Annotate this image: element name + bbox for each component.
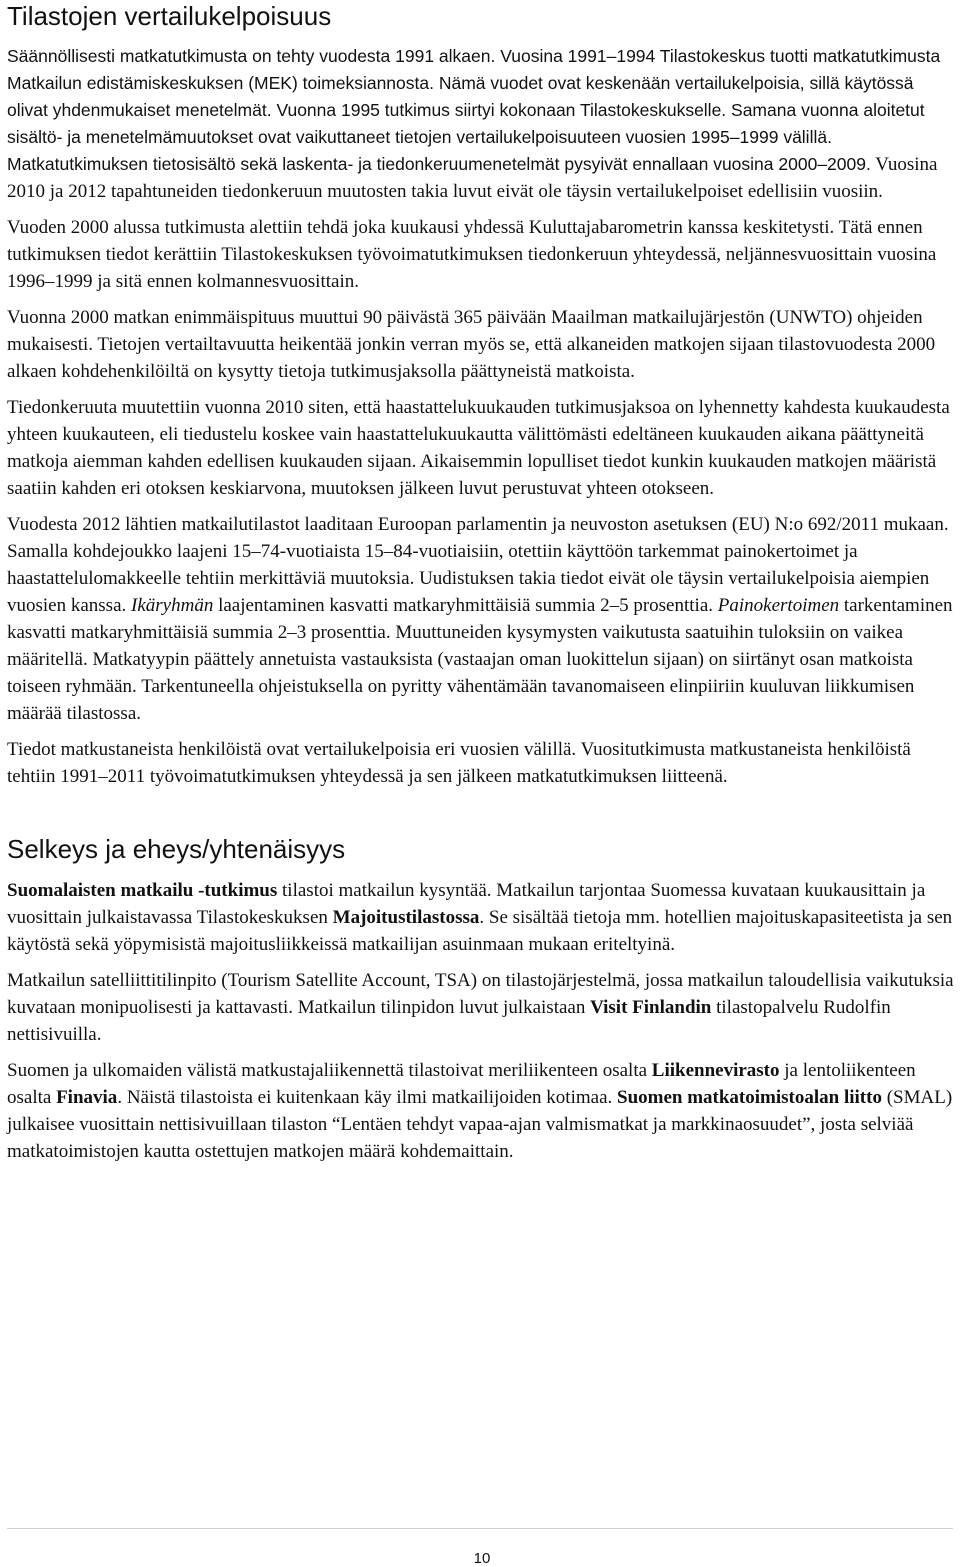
regulation-text-3: tarkentaminen kasvatti matkaryhmittäisiä summia 2–3 prosenttia. Muuttuneiden kysymysten vaikutusta saatuihin tuloksiin on vaikea määritellä. Matkatyypin päättely annetuista vastauksista (vastaajan oman luokittelun sijaan) on siirtänyt osan matkoista toiseen ryhmään. Tarkentuneella ohjeistuksella on pyritty vähentämään tavanomaiseen elinpiiriin kuuluvan liikkumisen määrää tilastossa. <box>7 595 953 724</box>
paragraph-trip-length: Vuonna 2000 matkan enimmäispituus muuttui 90 päivästä 365 päivään Maailman matkailujärjestön (UNWTO) ohjeiden mukaisesti. Tietojen vertailtavuutta heikentää jonkin verran myös se, että alkaneiden matkojen sijaan tilastovuodesta 2000 alkaen kohdehenkilöiltä on kysytty tietoja tutkimusjaksolla päättyneistä matkoista. <box>7 307 936 382</box>
regulation-italic-age-group: Ikäryhmän <box>131 595 214 616</box>
bold-liikennevirasto: Liikennevirasto <box>651 1060 780 1081</box>
bold-accommodation-statistics: Majoitustilastossa <box>332 907 480 928</box>
section-heading-clarity: Selkeys ja eheys/yhtenäisyys <box>7 834 346 864</box>
paragraph-regulation-2012 <box>7 511 956 727</box>
page-number: 10 <box>473 1550 491 1567</box>
bold-visit-finland: Visit Finlandin <box>590 997 712 1018</box>
satellite-account-text-1: Matkailun satelliittitilinpito (Tourism Satellite Account, TSA) on tilastojärjestelmä, jossa matkailun taloudellisia vaikutuksia kuvataan monipuolisesti ja kattavasti. Matkailun tilinpidon luvut julkaistaan <box>7 970 954 1018</box>
passenger-traffic-text-1: Suomen ja ulkomaiden välistä matkustajaliikennettä tilastoivat meriliikenteen osalta <box>7 1060 652 1081</box>
paragraph-travellers: Tiedot matkustaneista henkilöistä ovat vertailukelpoisia eri vuosien välillä. Vuositutkimusta matkustaneista henkilöistä tehtiin 1991–2011 työvoimatutkimuksen yhteydessä ja sen jälkeen matkatutkimuksen liitteenä. <box>7 739 911 787</box>
regulation-text-1: Vuodesta 2012 lähtien matkailutilastot laaditaan Euroopan parlamentin ja neuvoston asetuksen (EU) N:o 692/2011 mukaan. Samalla kohdejoukko laajeni 15–74-vuotiaista 15–84-vuotiaisiin, otettiin käyttöön tarkemmat painokertoimet ja haastattelulomakkeelle tehtiin merkittäviä muutoksia. Uudistuksen takia tiedot eivät ole täysin vertailukelpoisia aiempien vuosien kanssa. <box>7 514 949 616</box>
bold-survey-name: Suomalaisten matkailu -tutkimus <box>7 880 278 901</box>
paragraph-domestic-tourism <box>7 877 956 958</box>
passenger-traffic-text-3: . Näistä tilastoista ei kuitenkaan käy ilmi matkailijoiden kotimaa. <box>117 1087 617 1108</box>
bold-smal: Suomen matkatoimistoalan liitto <box>617 1087 882 1108</box>
bold-finavia: Finavia <box>56 1087 118 1108</box>
section-heading-comparability: Tilastojen vertailukelpoisuus <box>7 1 332 31</box>
regulation-italic-weight: Painokertoimen <box>717 595 840 616</box>
paragraph-satellite-account <box>7 967 956 1048</box>
paragraph-history-serif-text: Vuosina 2010 ja 2012 tapahtuneiden tiedonkeruun muutosten takia luvut eivät ole täysin vertailukelpoiset edellisiin vuosiin. <box>7 154 938 202</box>
domestic-tourism-text-1: tilastoi matkailun kysyntää. Matkailun tarjontaa Suomessa kuvataan kuukausittain ja vuosittain julkaistavassa Tilastokeskuksen <box>7 880 926 928</box>
regulation-text-2: laajentaminen kasvatti matkaryhmittäisiä summia 2–5 prosenttia. <box>213 595 718 616</box>
paragraph-history-sans-text: Säännöllisesti matkatutkimusta on tehty vuodesta 1991 alkaen. Vuosina 1991–1994 Tilastokeskus tuotti matkatutkimusta Matkailun edistämiskeskuksen (MEK) toimeksiannosta. Nämä vuodet ovat keskenään vertailukelpoisia, sillä käytössä olivat yhdenmukaiset menetelmät. Vuonna 1995 tutkimus siirtyi kokonaan Tilastokeskukselle. Samana vuonna aloitetut sisältö- ja menetelmämuutokset ovat vaikuttaneet tietojen vertailukelpoisuuteen vuosien 1995–1999 välillä. Matkatutkimuksen tietosisältö sekä laskenta- ja tiedonkeruumenetelmät pysyivät ennallaan vuosina 2000–2009. <box>7 46 941 174</box>
satellite-account-text-2: tilastopalvelu Rudolfin nettisivuilla. <box>7 997 891 1045</box>
paragraph-history <box>7 43 956 205</box>
paragraph-data-collection-2010: Tiedonkeruuta muutettiin vuonna 2010 siten, että haastattelukuukauden tutkimusjaksoa on lyhennetty kahdesta kuukaudesta yhteen kuukauteen, eli tiedustelu koskee vain haastattelukuukautta välittömästi edeltäneen kuukauden aikana päättyneitä matkoja aiemman kahden edellisen kuukauden sijaan. Aikaisemmin lopulliset tiedot kunkin kuukauden matkojen määristä saatiin kahden eri otoksen keskiarvona, muutoksen jälkeen luvut perustuvat yhteen otokseen. <box>7 397 950 499</box>
paragraph-monthly-survey: Vuoden 2000 alussa tutkimusta alettiin tehdä joka kuukausi yhdessä Kuluttajabarometrin kanssa keskitetysti. Tätä ennen tutkimuksen tiedot kerättiin Tilastokeskuksen työvoimatutkimuksen tiedonkeruun yhteydessä, neljännesvuosittain vuosina 1996–1999 ja sitä ennen kolmannesvuosittain. <box>7 217 937 292</box>
paragraph-passenger-traffic <box>7 1057 956 1165</box>
passenger-traffic-text-2: ja lentoliikenteen osalta <box>7 1060 916 1108</box>
passenger-traffic-text-4: (SMAL) julkaisee vuosittain nettisivuillaan tilaston “Lentäen tehdyt vapaa-ajan valmismatkat ja markkinaosuudet”, josta selviää matkatoimistojen kautta ostettujen matkojen määrä kohdemaittain. <box>7 1087 953 1162</box>
domestic-tourism-text-2: . Se sisältää tietoja mm. hotellien majoituskapasiteetista ja sen käytöstä sekä yöpymisistä majoitusliikkeissä matkailijan asuinmaan mukaan eriteltyinä. <box>7 907 953 955</box>
footer-divider <box>7 1528 953 1529</box>
